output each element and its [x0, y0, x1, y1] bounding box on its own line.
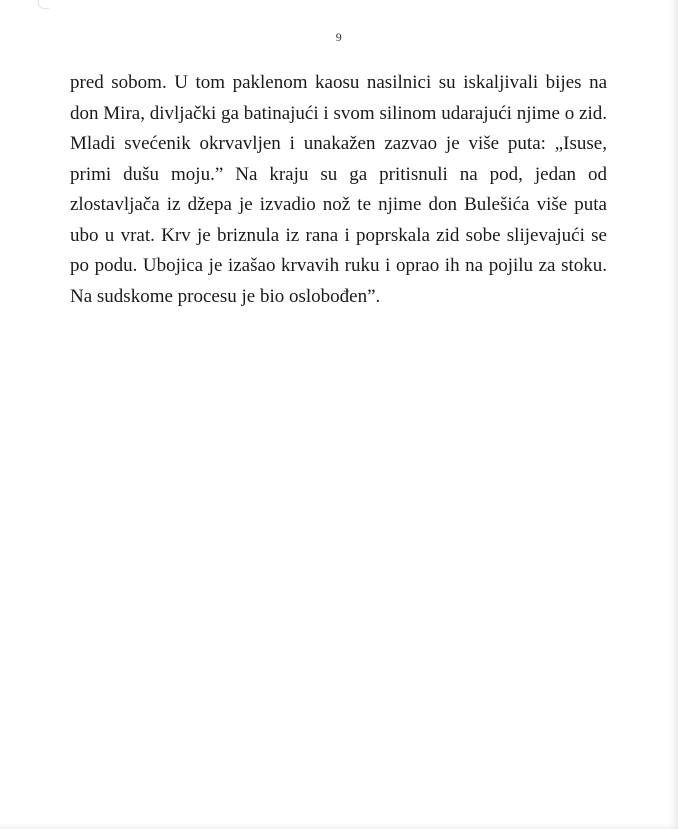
text-line-3: Mladi svećenik okrvavljen i unakažen zazvao je više puta: „Isuse,	[70, 133, 607, 154]
text-line-4: primi dušu moju.” Na kraju su ga pritisnuli na pod, jedan od	[70, 163, 607, 185]
text-line-7: po podu. Ubojica je izašao krvavih ruku i oprao ih na pojilu za stoku.	[70, 255, 607, 276]
text-line-5: zlostavljača iz džepa je izvadio nož te njime don Bulešića više puta	[70, 194, 607, 215]
body-paragraph	[70, 68, 607, 312]
scan-shadow-right	[670, 0, 678, 829]
text-line-8: Na sudskome procesu je bio oslobođen”.	[70, 285, 381, 307]
page-number: 9	[335, 30, 343, 44]
text-line-2: don Mira, divljački ga batinajući i svom silinom udarajući njime o zid.	[70, 102, 607, 124]
scan-shadow-bottom	[0, 823, 678, 829]
scan-corner-mark	[38, 0, 49, 9]
text-line-1: pred sobom. U tom paklenom kaosu nasilnici su iskaljivali bijes na	[70, 72, 607, 93]
text-line-6: ubo u vrat. Krv je briznula iz rana i poprskala zid sobe slijevajući se	[70, 224, 607, 246]
